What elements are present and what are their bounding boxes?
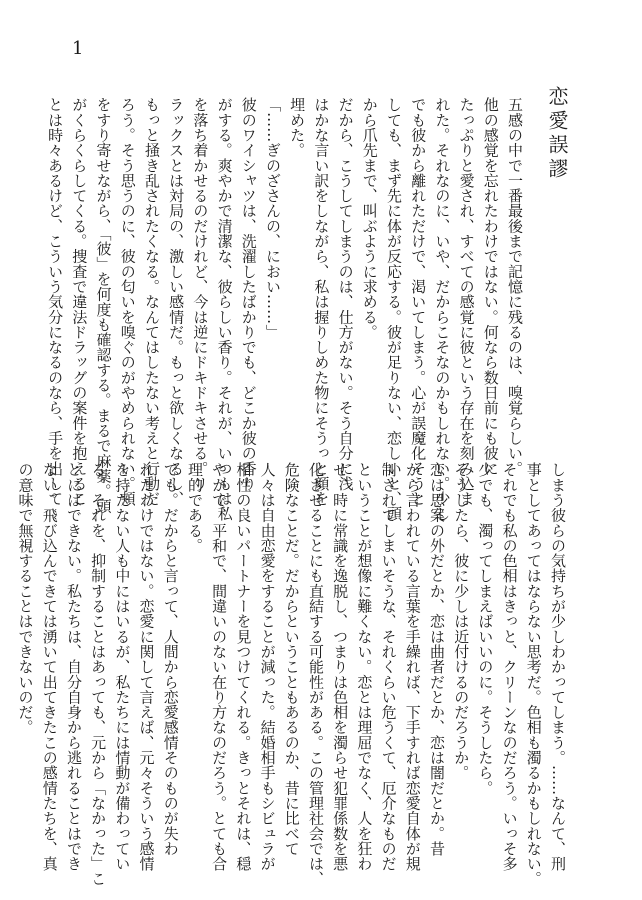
page-number: 1	[72, 38, 84, 59]
text-column: ない。飛び込んできては湧いて出てきたこの感情たちを、真	[40, 462, 59, 872]
text-column: 少でも、濁ってしまえばいいのに。そうしたら。	[476, 462, 495, 796]
text-column: はかな言い訳をしながら、私は握りしめた物にそうっと顔を	[312, 97, 331, 507]
text-column: から言われている言葉を手繰れば、下手すれば恋愛自体が規	[403, 462, 422, 872]
text-column: がくらくらしてくる。捜査で違法ドラッグの案件を抱えるこ	[70, 97, 89, 507]
text-column: 彼のワイシャツは、洗濯したばかりでも、どこか彼の香り	[239, 97, 258, 491]
text-column: とは時々あるけど、こういう気分になるのなら、手を出して	[46, 97, 65, 507]
text-column: から爪先まで、叫ぶように求める。	[360, 97, 379, 340]
text-column: ろう。そう思うのに、彼の匂いを嗅ぐのがやめられない。頬	[118, 97, 137, 507]
text-column: 制されてしまいそうな、それくらい危うくて、厄介なものだ	[379, 462, 398, 872]
text-column: 理的である。	[185, 462, 204, 553]
text-column: たっぷりと愛され、すべての感覚に彼という存在を刻み込ま	[457, 97, 476, 507]
text-column: を持たない人も中にはいるが、私たちには情動が備わってい	[113, 462, 132, 872]
lower-text-block	[13, 462, 570, 887]
text-column: でも彼から離れただけで、渇いてしまう。心が誤魔化そうと	[409, 97, 428, 507]
text-column: とにはできない。私たちは、自分自身から逃れることはでき	[64, 462, 83, 872]
text-column: を落ち着かせるのだけれど、今は逆にドキドキさせる。リ	[191, 97, 210, 491]
text-column: れた。それなのに、いや、だからこそなのかもしれない。少し	[433, 97, 452, 522]
text-column: しまう彼らの気持ちが少しわかってしまう。……なんて、刑	[549, 462, 567, 872]
text-column: 化させることにも直結する可能性がある。この管理社会では、	[306, 462, 325, 887]
text-column: 恋は思案の外だとか、恋は曲者だとか、恋は闇だとか。昔	[427, 462, 446, 856]
text-column: 埋めた。	[288, 97, 307, 158]
text-column: せ、時に常識を逸脱し、つまりは色相を濁らせ犯罪係数を悪	[331, 462, 350, 872]
chapter-title: 恋愛誤謬	[545, 86, 569, 182]
text-column: れたわけではない。恋愛に関して言えば、元々そういう感情	[137, 462, 156, 872]
text-column: もっと掻き乱されたくなる。なんてはしたない考えと行動だ	[142, 97, 161, 507]
text-column: 危険なことだ。だからということもあるのか、昔に比べて	[282, 462, 301, 856]
text-column: をすり寄せながら、「彼」を何度も確認する。まるで麻薬。頭	[94, 97, 113, 514]
text-column: 五感の中で一番最後まで記憶に残るのは、嗅覚らしい。	[506, 97, 524, 476]
text-column: それでも私の色相はきっと、クリーンなのだろう。いっそ多	[500, 462, 519, 872]
text-column: そうしたら、彼に少しは近付けるのだろうか。	[452, 462, 471, 781]
text-column: しても、まず先に体が反応する。彼が足りない、恋しいと、頭	[384, 97, 403, 522]
text-column: ということが想像に難くない。恋とは理屈でなく、人を狂わ	[355, 462, 374, 872]
text-column: 「……ぎのざさんの、におい……」	[263, 97, 282, 340]
text-column: ラックスとは対局の、激しい感情だ。もっと欲しくなるし、	[167, 97, 186, 507]
text-column: る。それを、抑制することはあっても、元から「なかった」こ	[89, 462, 108, 887]
text-column: の意味で無視することはできないのだ。	[16, 462, 35, 735]
text-column: だから、こうしてしまうのは、仕方がない。そう自分に浅	[336, 97, 355, 491]
text-column: 相性の良いパートナーを見つけてくれる。きっとそれは、穏	[234, 462, 253, 872]
text-column: 事としてあってはならない思考だ。色相も濁るかもしれない。	[524, 462, 543, 887]
text-column: 他の感覚を忘れたわけではない。何なら数日前にも彼に	[481, 97, 500, 476]
text-column: やかで、平和で、間違いのない在り方なのだろう。とても合	[210, 462, 229, 872]
text-column: 人々は自由恋愛をすることが減った。結婚相手もシビュラが	[258, 462, 277, 872]
text-column: がする。爽やかで清潔な、彼らしい香り。それが、いつもは私	[215, 97, 234, 522]
text-column: でも。だからと言って、人間から恋愛感情そのものが失わ	[161, 462, 180, 856]
